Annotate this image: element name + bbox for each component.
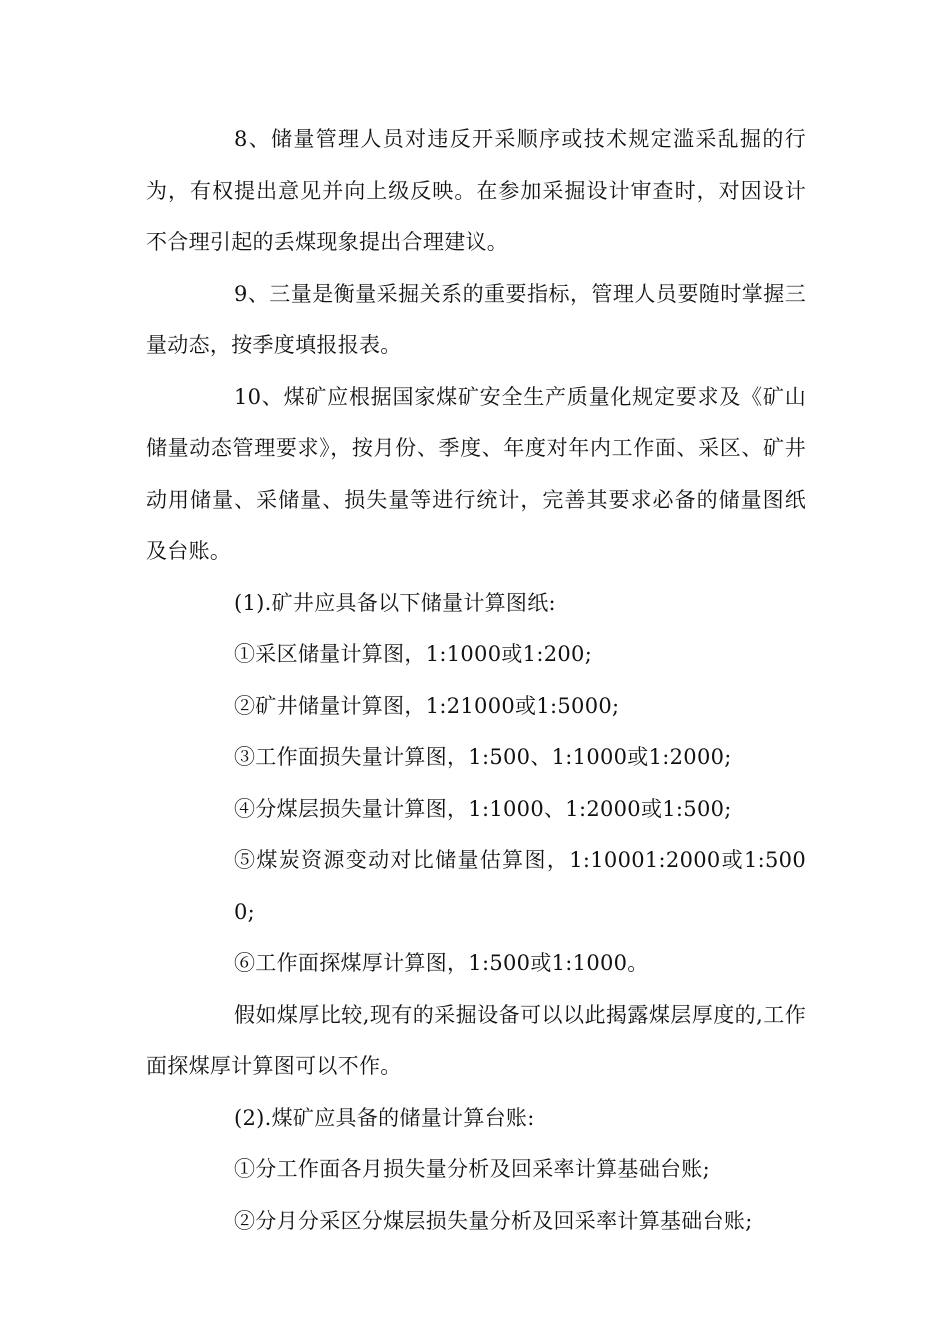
list-item: ②分月分采区分煤层损失量分析及回采率计算基础台账; xyxy=(234,1208,753,1233)
list-item: ⑥工作面探煤厚计算图，1:500或1:1000。 xyxy=(234,951,649,975)
paragraph-10: 10、煤矿应根据国家煤矿安全生产质量化规定要求及《矿山储量动态管理要求》，按月份、季度、年度对年内工作面、采区、矿井动用储量、采储量、损失量等进行统计，完善其要求必备的储量图纸及台账。 xyxy=(146,384,806,563)
document-body xyxy=(146,114,806,1247)
list-item: ①采区储量计算图，1:1000或1:200; xyxy=(234,642,593,666)
list-item: ②矿井储量计算图，1:21000或1:5000; xyxy=(234,693,620,718)
list-heading-ledgers: (2).煤矿应具备的储量计算台账: xyxy=(234,1105,535,1130)
paragraph-note: 假如煤厚比较,现有的采掘设备可以以此揭露煤层厚度的,工作面探煤厚计算图可以不作。 xyxy=(146,1002,806,1078)
list-heading-drawings: (1).矿井应具备以下储量计算图纸: xyxy=(234,590,556,615)
paragraph-8: 8、储量管理人员对违反开采顺序或技术规定滥采乱掘的行为，有权提出意见并向上级反映。在参加采掘设计审查时，对因设计不合理引起的丢煤现象提出合理建议。 xyxy=(146,127,806,254)
paragraph-9: 9、三量是衡量采掘关系的重要指标，管理人员要随时掌握三量动态，按季度填报报表。 xyxy=(146,281,806,357)
list-item: ③工作面损失量计算图，1:500、1:1000或1:2000; xyxy=(234,745,732,769)
list-item: ①分工作面各月损失量分析及回采率计算基础台账; xyxy=(234,1157,710,1181)
list-item: ④分煤层损失量计算图，1:1000、1:2000或1:500; xyxy=(234,796,732,821)
list-item: ⑤煤炭资源变动对比储量估算图，1:10001:2000或1:5000; xyxy=(234,848,806,924)
